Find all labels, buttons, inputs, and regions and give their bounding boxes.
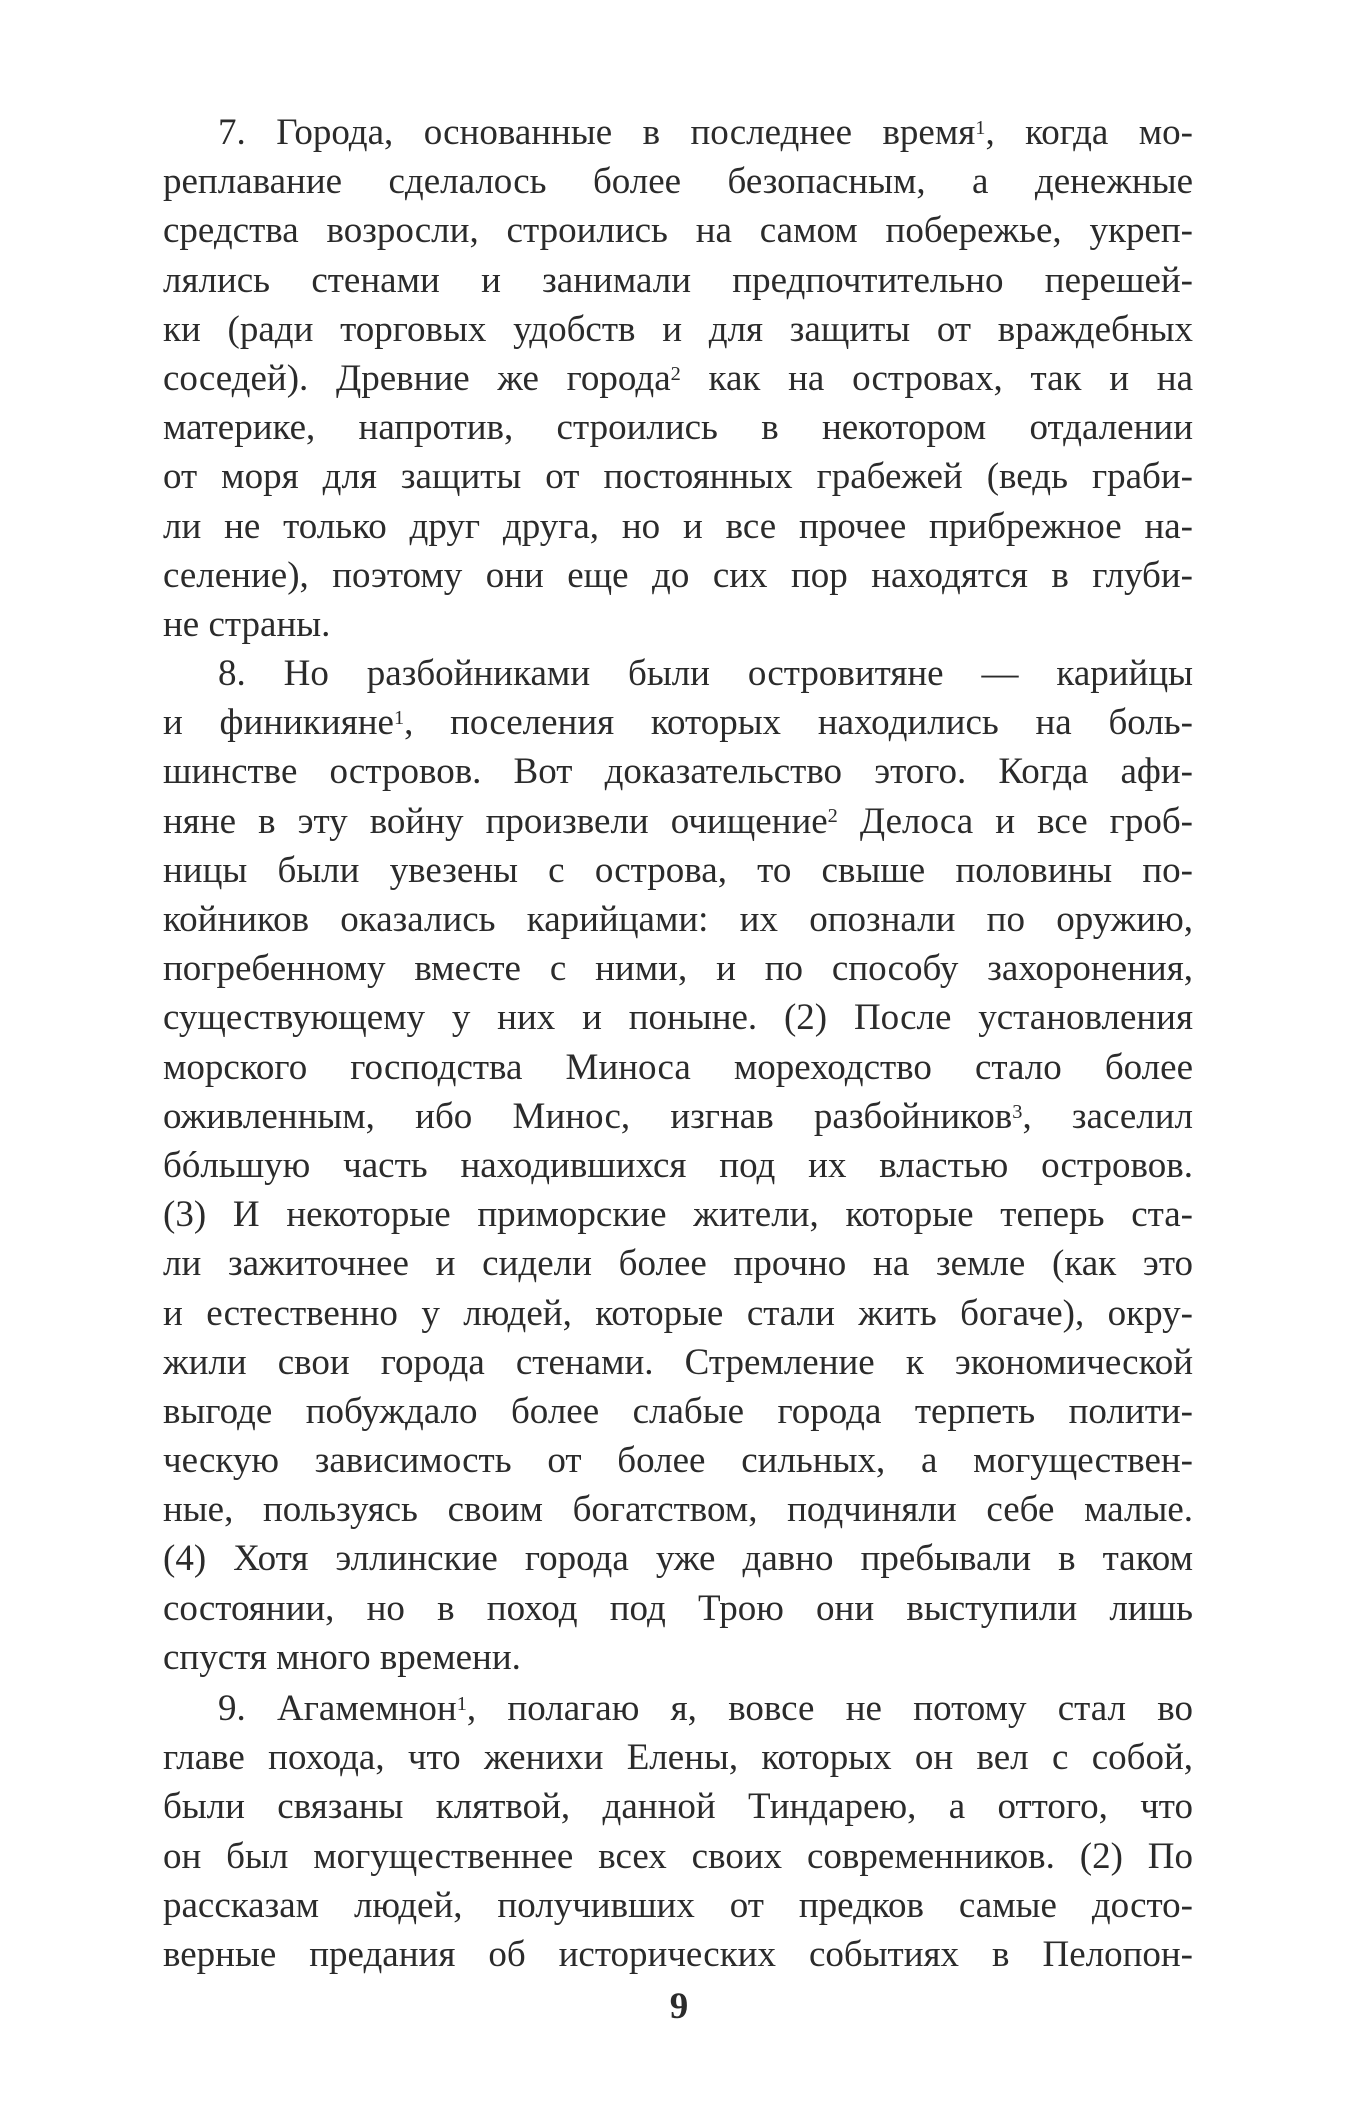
- footnote-marker[interactable]: 1: [393, 707, 405, 730]
- text-line: главе похода, что женихи Елены, которых он вел с собой,: [163, 1737, 1193, 1779]
- text-line: верные предания об исторических событиях в Пелопон-: [163, 1933, 1193, 1975]
- text-line: и естественно у людей, которые стали жить богаче), окру-: [163, 1292, 1193, 1334]
- paragraph-8: [163, 649, 1193, 1682]
- text-line: ли зажиточнее и сидели более прочно на земле (как это: [163, 1243, 1193, 1285]
- paragraph-7: [163, 108, 1193, 649]
- text-line: 7. Города, основанные в последнее время$^1$, когда мо-: [218, 112, 1193, 153]
- text-line: реплавание сделалось более безопасным, а денежные: [163, 161, 1193, 203]
- text-line: рассказам людей, получивших от предков самые досто-: [163, 1884, 1193, 1926]
- text-line: койников оказались карийцами: их опознали по оружию,: [163, 899, 1193, 940]
- footnote-marker[interactable]: 2: [670, 362, 681, 385]
- text-line: ки (ради торговых удобств и для защиты от враждебных: [163, 308, 1193, 350]
- footnote-marker[interactable]: 2: [827, 805, 838, 828]
- page-number: 9: [669, 1986, 689, 2027]
- body-text: [163, 108, 1193, 1979]
- text-line: не страны.: [163, 603, 331, 645]
- text-line: состоянии, но в поход под Трою они выступили лишь: [163, 1587, 1193, 1629]
- text-line: он был могущественнее всех своих современников. (2) По: [163, 1835, 1193, 1877]
- text-line: няне в эту войну произвели очищение$^2$ Делоса и все гроб-: [163, 800, 1193, 842]
- paragraph-9: [163, 1684, 1193, 1979]
- text-line: ницы были увезены с острова, то свыше половины по-: [163, 849, 1193, 891]
- text-line: 8. Но разбойниками были островитяне — карийцы: [218, 653, 1193, 695]
- text-line: были связаны клятвой, данной Тиндарею, а оттого, что: [163, 1786, 1193, 1828]
- text-line: 9. Агамемнон$^1$, полагаю я, вовсе не потому стал во: [218, 1688, 1193, 1729]
- text-line: средства возросли, строились на самом побережье, укреп-: [163, 210, 1193, 252]
- text-line: ные, пользуясь своим богатством, подчиняли себе малые.: [163, 1489, 1193, 1531]
- footnote-marker[interactable]: 1: [456, 1692, 467, 1715]
- footnote-marker[interactable]: 1: [975, 116, 986, 139]
- text-line: спустя много времени.: [163, 1636, 521, 1678]
- text-line: от моря для защиты от постоянных грабежей (ведь граби-: [163, 456, 1193, 498]
- text-line: и финикияне$^1$, поселения которых находились на боль-: [163, 702, 1193, 744]
- text-line: жили свои города стенами. Стремление к экономической: [163, 1341, 1193, 1383]
- text-line: выгоде побуждало более слабые города терпеть полити-: [163, 1390, 1193, 1432]
- text-line: соседей). Древние же города$^2$ как на островах, так и на: [163, 357, 1193, 399]
- text-line: (4) Хотя эллинские города уже давно пребывали в таком: [163, 1538, 1193, 1580]
- text-line: погребенному вместе с ними, и по способу захоронения,: [163, 948, 1193, 990]
- text-line: шинстве островов. Вот доказательство этого. Когда афи-: [163, 751, 1193, 793]
- text-line: оживленным, ибо Минос, изгнав разбойников$^3$, заселил: [163, 1095, 1193, 1137]
- footnote-marker[interactable]: 3: [1012, 1100, 1023, 1123]
- text-line: лялись стенами и занимали предпочтительно перешей-: [163, 259, 1193, 301]
- text-line: бóльшую часть находившихся под их властью островов.: [163, 1144, 1193, 1186]
- text-line: ли не только друг друга, но и все прочее прибрежное на-: [163, 505, 1193, 547]
- text-line: (3) И некоторые приморские жители, которые теперь ста-: [163, 1194, 1193, 1236]
- text-line: материке, напротив, строились в некотором отдалении: [163, 407, 1193, 449]
- text-line: морского господства Миноса мореходство стало более: [163, 1046, 1193, 1088]
- text-line: ческую зависимость от более сильных, а могуществен-: [163, 1440, 1193, 1482]
- text-line: существующему у них и поныне. (2) После установления: [163, 997, 1193, 1039]
- text-line: селение), поэтому они еще до сих пор находятся в глуби-: [163, 554, 1193, 596]
